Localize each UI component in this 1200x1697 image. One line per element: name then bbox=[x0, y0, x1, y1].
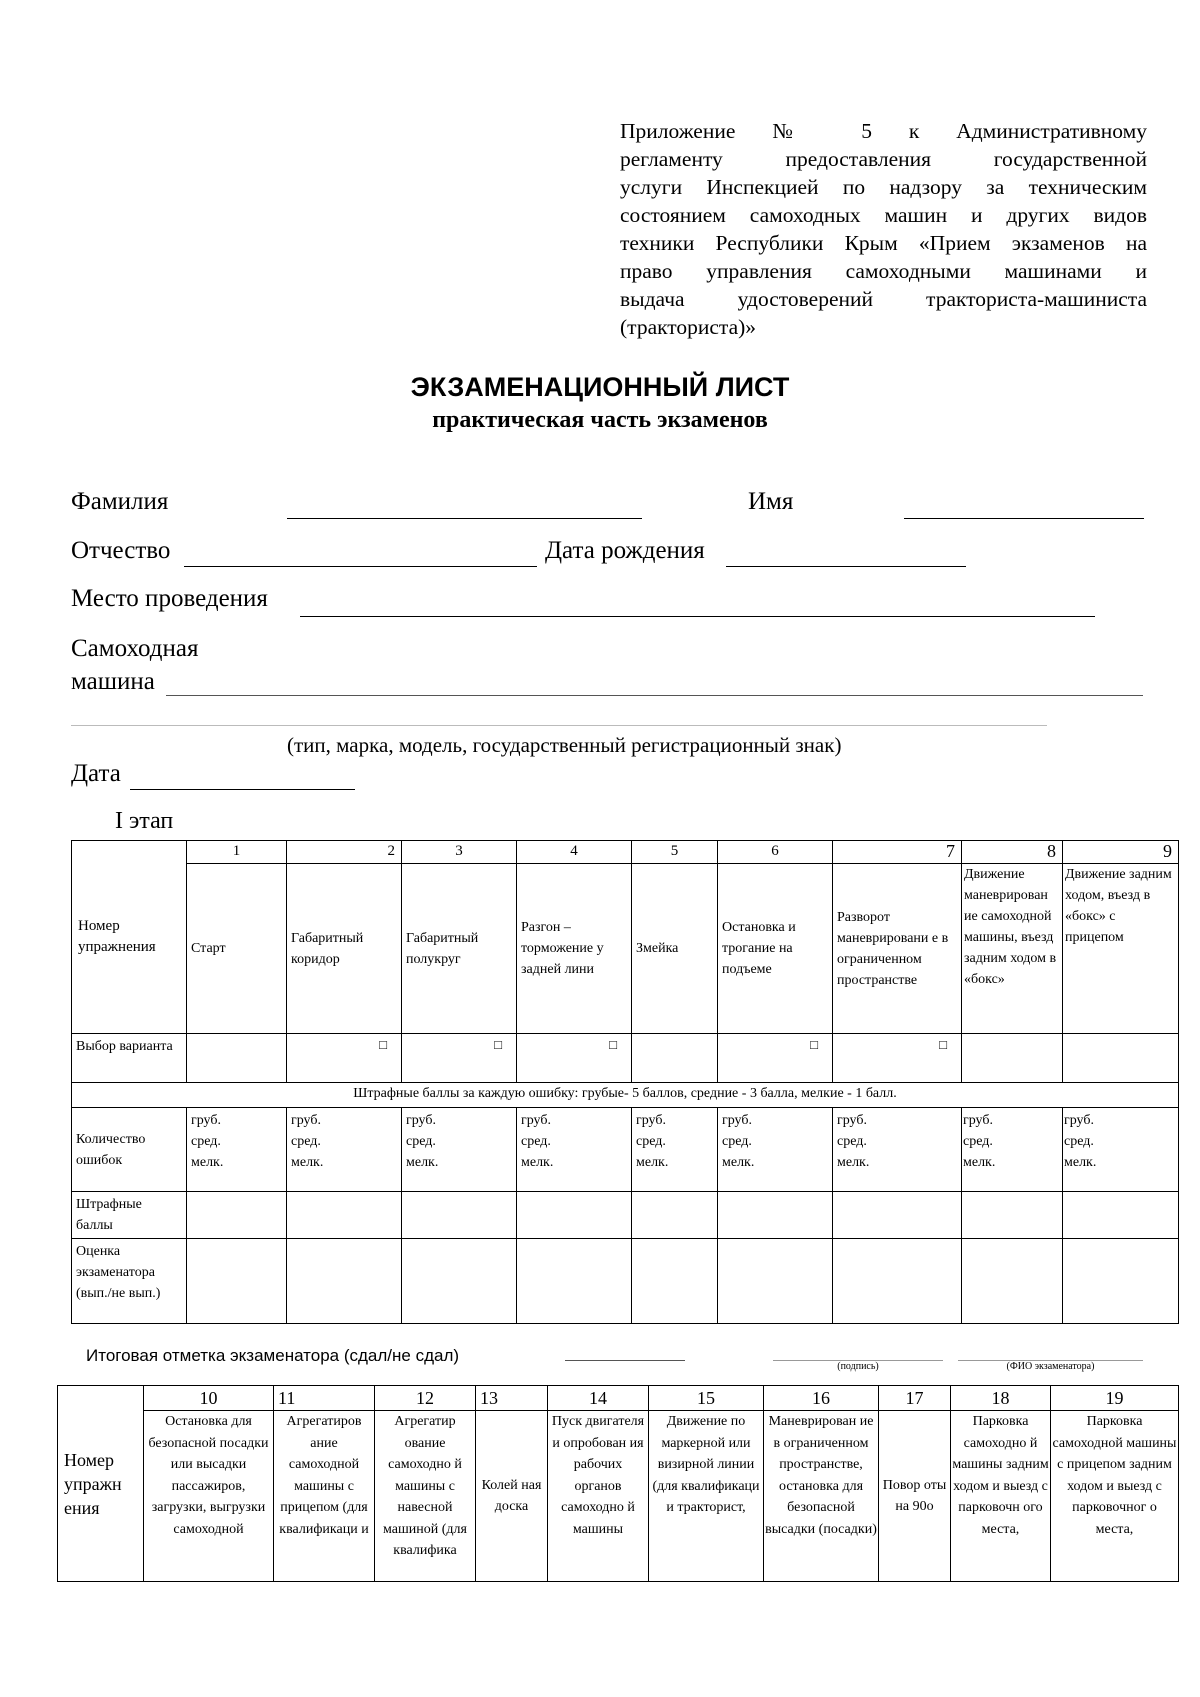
error-level: мелк. bbox=[722, 1155, 755, 1170]
error-level: груб. bbox=[191, 1113, 221, 1128]
exercise-name: Парковка самоходно й машины задним ходом и выезд с парковочн ого места, bbox=[951, 1411, 1051, 1582]
points-cell[interactable] bbox=[718, 1192, 833, 1239]
exercise-number: 8 bbox=[962, 841, 1063, 864]
error-level: сред. bbox=[291, 1134, 321, 1149]
error-level: груб. bbox=[291, 1113, 321, 1128]
exercise-number: 11 bbox=[274, 1386, 375, 1411]
exercise-name: Движение задним ходом, въезд в «бокс» с прицепом bbox=[1063, 864, 1179, 1034]
exercise-number: 10 bbox=[144, 1386, 274, 1411]
assessment-cell[interactable] bbox=[632, 1239, 718, 1324]
exercise-name: Разворот маневрировани е в ограниченном пространстве bbox=[833, 864, 962, 1034]
error-level: сред. bbox=[837, 1134, 867, 1149]
exercise-name: Остановка и трогание на подъеме bbox=[718, 864, 833, 1034]
error-level: сред. bbox=[191, 1134, 221, 1149]
page-subtitle: практическая часть экзаменов bbox=[432, 407, 768, 433]
error-level: груб. bbox=[963, 1113, 993, 1128]
error-level: мелк. bbox=[191, 1155, 224, 1170]
exercise-name: Разгон – торможение у задней лини bbox=[517, 864, 632, 1034]
variant-cell[interactable] bbox=[718, 1034, 833, 1083]
machine-label-line1: Самоходная bbox=[71, 635, 199, 662]
exercise-name: Движение по маркерной или визирной линии (для квалификаци и тракторист, bbox=[649, 1411, 764, 1582]
name-field[interactable] bbox=[904, 494, 1144, 519]
error-level: груб. bbox=[636, 1113, 666, 1128]
exercise-name: Агрегатиров ание самоходной машины с прицепом (для квалификаци и bbox=[274, 1411, 375, 1582]
exercise-number: 18 bbox=[951, 1386, 1051, 1411]
points-cell[interactable] bbox=[1063, 1192, 1179, 1239]
exercise-number: 13 bbox=[476, 1386, 548, 1411]
appendix-line: услуги Инспекцией по надзору за техническим bbox=[620, 175, 1147, 199]
assessment-cell[interactable] bbox=[402, 1239, 517, 1324]
checkbox-icon[interactable]: □ bbox=[810, 1037, 818, 1052]
points-cell[interactable] bbox=[962, 1192, 1063, 1239]
points-cell[interactable] bbox=[187, 1192, 287, 1239]
error-level: груб. bbox=[837, 1113, 867, 1128]
machine-label-line2: машина bbox=[71, 668, 155, 695]
exercise-name: Колей ная доска bbox=[476, 1411, 548, 1582]
row-header-exercise: Номер упражн ения bbox=[58, 1386, 144, 1582]
error-level: мелк. bbox=[837, 1155, 870, 1170]
exercise-number: 7 bbox=[833, 841, 962, 864]
error-level: груб. bbox=[406, 1113, 436, 1128]
error-level: сред. bbox=[963, 1134, 993, 1149]
surname-field[interactable] bbox=[287, 494, 642, 519]
checkbox-icon[interactable]: □ bbox=[379, 1037, 387, 1052]
exercise-name: Агрегатир ование самоходно й машины с навесной машиной (для квалифика bbox=[375, 1411, 476, 1582]
exercise-number: 4 bbox=[517, 841, 632, 864]
exercise-number: 9 bbox=[1063, 841, 1179, 864]
error-level: сред. bbox=[406, 1134, 436, 1149]
exercise-name: Габаритный полукруг bbox=[402, 864, 517, 1034]
exercise-name: Змейка bbox=[632, 864, 718, 1034]
examiner-caption: (ФИО экзаменатора) bbox=[958, 1360, 1143, 1372]
error-count-cell[interactable] bbox=[402, 1108, 517, 1192]
signature-caption: (подпись) bbox=[773, 1360, 943, 1372]
error-level: груб. bbox=[521, 1113, 551, 1128]
exercise-name: Движение маневрирован ие самоходной машины, въезд задним ходом в «бокс» bbox=[962, 864, 1063, 1034]
stage-label: I этап bbox=[115, 808, 174, 834]
assessment-cell[interactable] bbox=[833, 1239, 962, 1324]
exercise-number: 6 bbox=[718, 841, 833, 864]
exercise-number: 5 bbox=[632, 841, 718, 864]
points-cell[interactable] bbox=[632, 1192, 718, 1239]
row-header-exercise: Номер упражнения bbox=[72, 841, 187, 1034]
assessment-cell[interactable] bbox=[287, 1239, 402, 1324]
variant-cell[interactable] bbox=[287, 1034, 402, 1083]
points-cell[interactable] bbox=[833, 1192, 962, 1239]
row-header-errors: Количество ошибок bbox=[72, 1108, 187, 1192]
assessment-cell[interactable] bbox=[1063, 1239, 1179, 1324]
exercise-number: 15 bbox=[649, 1386, 764, 1411]
stage2-table bbox=[57, 1385, 1179, 1582]
date-label: Дата bbox=[71, 760, 121, 787]
assessment-cell[interactable] bbox=[718, 1239, 833, 1324]
exercise-name: Пуск двигателя и опробован ия рабочих органов самоходно й машины bbox=[548, 1411, 649, 1582]
error-level: мелк. bbox=[291, 1155, 324, 1170]
variant-cell[interactable] bbox=[833, 1034, 962, 1083]
patronymic-label: Отчество bbox=[71, 537, 171, 564]
page-title: ЭКЗАМЕНАЦИОННЫЙ ЛИСТ bbox=[410, 372, 790, 402]
error-level: сред. bbox=[1064, 1134, 1094, 1149]
appendix-line: право управления самоходными машинами и bbox=[620, 259, 1147, 283]
error-count-cell[interactable] bbox=[287, 1108, 402, 1192]
points-cell[interactable] bbox=[517, 1192, 632, 1239]
name-label: Имя bbox=[748, 488, 794, 515]
surname-label: Фамилия bbox=[71, 488, 169, 515]
machine-field[interactable] bbox=[166, 671, 1143, 696]
row-header-variant: Выбор варианта bbox=[72, 1034, 187, 1083]
checkbox-icon[interactable]: □ bbox=[939, 1037, 947, 1052]
error-level: мелк. bbox=[636, 1155, 669, 1170]
exercise-name: Остановка для безопасной посадки или высадки пассажиров, загрузки, выгрузки самоходной bbox=[144, 1411, 274, 1582]
checkbox-icon[interactable]: □ bbox=[494, 1037, 502, 1052]
error-level: груб. bbox=[1064, 1113, 1094, 1128]
final-mark-field[interactable] bbox=[565, 1360, 685, 1361]
exercise-name: Маневрирован ие в ограниченном пространстве, остановка для безопасной высадки (посадки) bbox=[764, 1411, 879, 1582]
variant-cell[interactable] bbox=[1063, 1034, 1179, 1083]
row-header-points: Штрафные баллы bbox=[72, 1192, 187, 1239]
assessment-cell[interactable] bbox=[962, 1239, 1063, 1324]
birth-date-field[interactable] bbox=[726, 542, 966, 567]
points-cell[interactable] bbox=[287, 1192, 402, 1239]
appendix-line: состоянием самоходных машин и других видов bbox=[620, 203, 1147, 227]
birth-date-label: Дата рождения bbox=[545, 537, 705, 564]
checkbox-icon[interactable]: □ bbox=[609, 1037, 617, 1052]
stage1-table bbox=[71, 840, 1179, 1324]
error-level: сред. bbox=[636, 1134, 666, 1149]
points-cell[interactable] bbox=[402, 1192, 517, 1239]
row-header-assessment: Оценка экзаменатора (вып./не вып.) bbox=[72, 1239, 187, 1324]
appendix-line: выдача удостоверений тракториста-машиниста bbox=[620, 287, 1147, 311]
appendix-note bbox=[620, 117, 1147, 341]
penalty-note: Штрафные баллы за каждую ошибку: грубые- 5 баллов, средние - 3 балла, мелкие - 1 балл. bbox=[72, 1083, 1179, 1108]
error-level: мелк. bbox=[1064, 1155, 1097, 1170]
exercise-number: 16 bbox=[764, 1386, 879, 1411]
date-field[interactable] bbox=[130, 765, 355, 790]
exercise-number: 14 bbox=[548, 1386, 649, 1411]
error-count-cell[interactable] bbox=[962, 1108, 1063, 1192]
exercise-number: 1 bbox=[187, 841, 287, 864]
final-mark-label: Итоговая отметка экзаменатора (сдал/не сдал) bbox=[86, 1346, 460, 1365]
exercise-name: Повор оты на 90о bbox=[879, 1411, 951, 1582]
variant-cell[interactable] bbox=[402, 1034, 517, 1083]
error-level: мелк. bbox=[963, 1155, 996, 1170]
assessment-cell[interactable] bbox=[187, 1239, 287, 1324]
place-field[interactable] bbox=[300, 592, 1095, 617]
error-level: мелк. bbox=[521, 1155, 554, 1170]
patronymic-field[interactable] bbox=[184, 542, 537, 567]
divider bbox=[71, 725, 1047, 726]
error-level: груб. bbox=[722, 1113, 752, 1128]
error-count-cell[interactable] bbox=[517, 1108, 632, 1192]
error-count-cell[interactable] bbox=[1063, 1108, 1179, 1192]
exercise-name: Старт bbox=[187, 864, 287, 1034]
appendix-line: (тракториста)» bbox=[620, 315, 757, 339]
error-count-cell[interactable] bbox=[187, 1108, 287, 1192]
error-count-cell[interactable] bbox=[718, 1108, 833, 1192]
exercise-number: 19 bbox=[1051, 1386, 1179, 1411]
variant-cell[interactable] bbox=[187, 1034, 287, 1083]
appendix-line: регламенту предоставления государственной bbox=[620, 147, 1147, 171]
exercise-name: Габаритный коридор bbox=[287, 864, 402, 1034]
appendix-line: техники Республики Крым «Прием экзаменов на bbox=[620, 231, 1147, 255]
assessment-cell[interactable] bbox=[517, 1239, 632, 1324]
exercise-number: 2 bbox=[287, 841, 402, 864]
variant-cell[interactable] bbox=[632, 1034, 718, 1083]
exercise-number: 17 bbox=[879, 1386, 951, 1411]
appendix-line: Приложение № 5 к Административному bbox=[620, 119, 1147, 143]
error-level: сред. bbox=[521, 1134, 551, 1149]
variant-cell[interactable] bbox=[962, 1034, 1063, 1083]
exercise-number: 12 bbox=[375, 1386, 476, 1411]
error-level: сред. bbox=[722, 1134, 752, 1149]
exercise-number: 3 bbox=[402, 841, 517, 864]
error-level: мелк. bbox=[406, 1155, 439, 1170]
exercise-name: Парковка самоходной машины с прицепом задним ходом и выезд с парковочног о места, bbox=[1051, 1411, 1179, 1582]
place-label: Место проведения bbox=[71, 585, 268, 612]
error-count-cell[interactable] bbox=[833, 1108, 962, 1192]
error-count-cell[interactable] bbox=[632, 1108, 718, 1192]
machine-note: (тип, марка, модель, государственный регистрационный знак) bbox=[287, 733, 842, 757]
variant-cell[interactable] bbox=[517, 1034, 632, 1083]
